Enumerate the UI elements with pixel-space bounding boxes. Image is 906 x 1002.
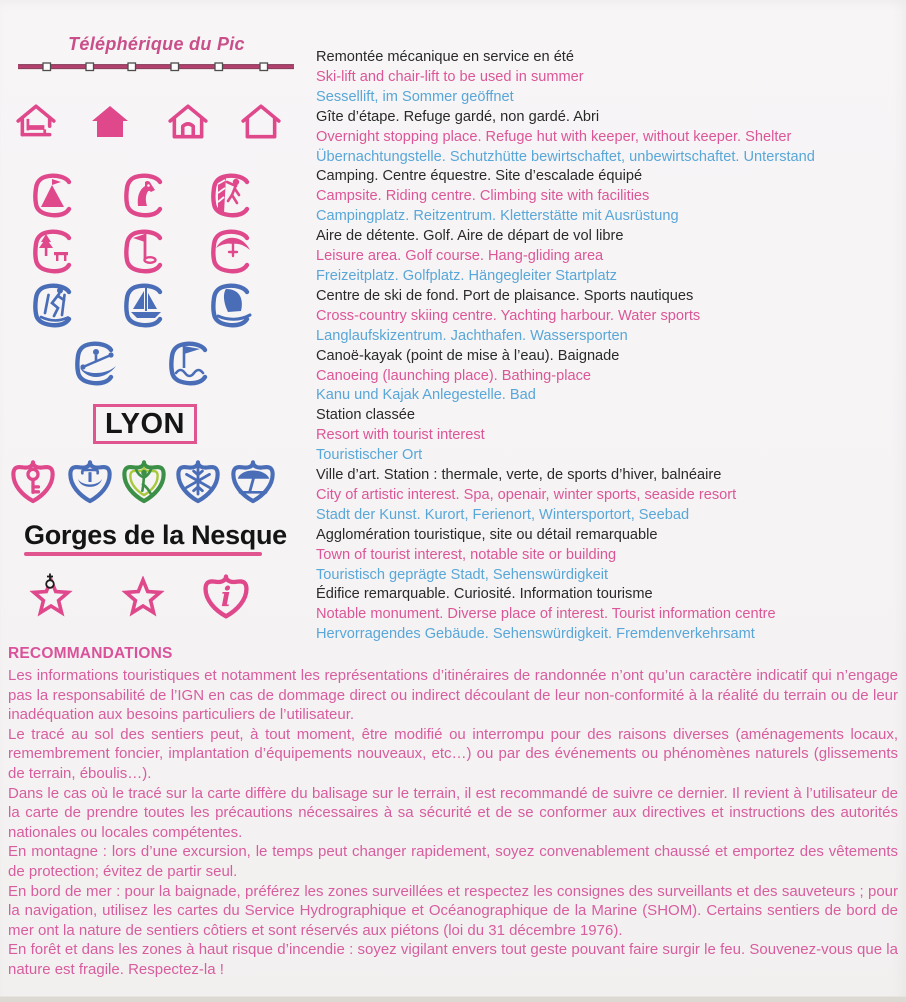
canoe-kayak-icon [75, 340, 119, 386]
golf-icon [124, 228, 168, 274]
recommendations-body [8, 666, 898, 980]
refuge-garde-icon [90, 103, 130, 141]
scan-edge-strip [0, 996, 906, 1002]
camping-icon [33, 172, 77, 218]
winter-sports-icon [174, 458, 222, 506]
climbing-icon [211, 172, 255, 218]
classified-town-symbol [93, 404, 197, 444]
legend-line: Hervorragendes Gebäude. Sehenswürdigkeit. Fremdenverkehrsamt [316, 626, 755, 643]
legend-line: Town of tourist interest, notable site or building [316, 546, 617, 563]
legend-line: Freizeitplatz. Golfplatz. Hängegleiter Startplatz [316, 267, 617, 284]
cable-car-label: Téléphérique du Pic [68, 34, 245, 54]
legend-line: Gîte d’étape. Refuge gardé, non gardé. Abri [316, 108, 600, 125]
legend-line: Campingplatz. Reitzentrum. Kletterstätte mit Ausrüstung [316, 208, 679, 225]
recommendations-paragraph: En bord de mer : pour la baignade, préférez les zones surveillées et respectez les consignes des surveillants et des sauveteurs ; pour la navigation, utilisez les cartes du Service Hydrographique et Océanographique de la Marine (SHOM). Certains sentiers de bord de mer ont la nature de sentiers côtiers et sont réservés aux piétons (loi du 31 décembre 1976). [8, 882, 898, 939]
recommendations-paragraph: En montagne : lors d’une excursion, le temps peut changer rapidement, soyez convenablement chaussé et emportez des vêtements de protection; évitez de partir seul. [8, 843, 898, 880]
legend-line: Canoeing (launching place). Bathing-place [316, 367, 592, 384]
recommendations-paragraph: En forêt et dans les zones à haut risque d’incendie : soyez vigilant envers tout geste pouvant faire surgir le feu. Souvenez-vous que la nature est fragile. Respectez-la ! [8, 941, 898, 978]
yachting-harbour-icon [124, 282, 168, 328]
gite-etape-icon [15, 103, 57, 141]
leisure-area-icon [33, 228, 77, 274]
legend-line: Camping. Centre équestre. Site d’escalade équipé [316, 168, 643, 185]
legend-line: Notable monument. Diverse place of interest. Tourist information centre [316, 606, 776, 623]
legend-line: Remontée mécanique en service en été [316, 49, 574, 65]
legend-line: Langlaufskizentrum. Jachthafen. Wassersporten [316, 327, 628, 344]
tourist-info-icon [201, 573, 251, 621]
cross-country-ski-icon [33, 282, 77, 328]
legend-line: Stadt der Kunst. Kurort, Ferienort, Wintersportort, Seebad [316, 506, 690, 523]
legend-line: Campsite. Riding centre. Climbing site with facilities [316, 188, 650, 205]
legend-line: Canoë-kayak (point de mise à l’eau). Baignade [316, 347, 620, 364]
legend-line: Leisure area. Golf course. Hang-gliding area [316, 248, 604, 265]
recommendations-paragraph: Le tracé au sol des sentiers peut, à tout moment, être modifié ou interrompu pour des raisons diverses (aménagements locaux, remembrement foncier, implantation d’équipements nouveaux, etc…) ou par des événements ou phénomènes naturels (glissements de terrain, éboulis…). [8, 725, 898, 782]
water-sports-icon [211, 282, 255, 328]
bathing-place-icon [169, 340, 213, 386]
legend-line: Aire de détente. Golf. Aire de départ de vol libre [316, 228, 624, 245]
lyon-label: LYON [105, 407, 185, 440]
curiosity-star-icon [121, 576, 165, 620]
legend-line: Resort with tourist interest [316, 427, 485, 444]
spa-resort-icon [66, 458, 114, 506]
legend-text-column [316, 48, 902, 645]
recommendations-paragraph: Dans le cas où le tracé sur la carte diffère du balisage sur le terrain, il est recommandé de suivre ce dernier. Il revient à l’utilisateur de la carte de prendre toutes les précautions nécessaires à sa sécurité et de se conformer aux directives et instructions des autorités nationales ou locales compétentes. [8, 784, 898, 841]
recommendations-paragraph: Les informations touristiques et notamment les représentations d’itinéraires de randonnée n’ont qu’un caractère indicatif qui n’engage pas la responsabilité de l’IGN en cas de dommage direct ou indirect découlant de leur non-conformité à la réalité du terrain ou de leur inadéquation aux besoins particuliers de l’utilisateur. [8, 667, 898, 724]
refuge-non-garde-icon [167, 103, 209, 141]
station-verte-icon [120, 458, 168, 506]
legend-line: Agglomération touristique, site ou détail remarquable [316, 526, 658, 543]
legend-line: Overnight stopping place. Refuge hut with keeper, without keeper. Shelter [316, 128, 792, 145]
ville-art-key-icon [9, 458, 57, 506]
abri-icon [240, 103, 282, 141]
legend-line: Übernachtungstelle. Schutzhütte bewirtschaftet, unbewirtschaftet. Unterstand [316, 148, 815, 165]
legend-line: Centre de ski de fond. Port de plaisance. Sports nautiques [316, 287, 694, 304]
notable-site-underline [24, 552, 262, 556]
riding-centre-icon [124, 172, 168, 218]
legend-line: Édifice remarquable. Curiosité. Information tourisme [316, 586, 653, 603]
notable-site-label: Gorges de la Nesque [24, 520, 287, 550]
recommendations-title: RECOMMANDATIONS [8, 645, 173, 662]
seaside-resort-icon [229, 458, 277, 506]
legend-line: Cross-country skiing centre. Yachting harbour. Water sports [316, 307, 701, 324]
legend-line: Touristisch geprägte Stadt, Sehenswürdigkeit [316, 566, 609, 583]
legend-line: Station classée [316, 407, 415, 424]
legend-line: City of artistic interest. Spa, openair, winter sports, seaside resort [316, 486, 737, 503]
legend-line: Touristischer Ort [316, 447, 423, 464]
legend-line: Kanu und Kajak Anlegestelle. Bad [316, 387, 536, 404]
legend-line: Ville d’art. Station : thermale, verte, de sports d’hiver, balnéaire [316, 467, 722, 484]
legend-line: Ski-lift and chair-lift to be used in summer [316, 68, 584, 85]
cable-car-line-icon [18, 60, 294, 74]
legend-line: Sessellift, im Sommer geöffnet [316, 88, 514, 105]
hang-gliding-icon [211, 228, 255, 274]
monument-star-icon [29, 571, 73, 621]
svg-text:i: i [220, 581, 232, 614]
